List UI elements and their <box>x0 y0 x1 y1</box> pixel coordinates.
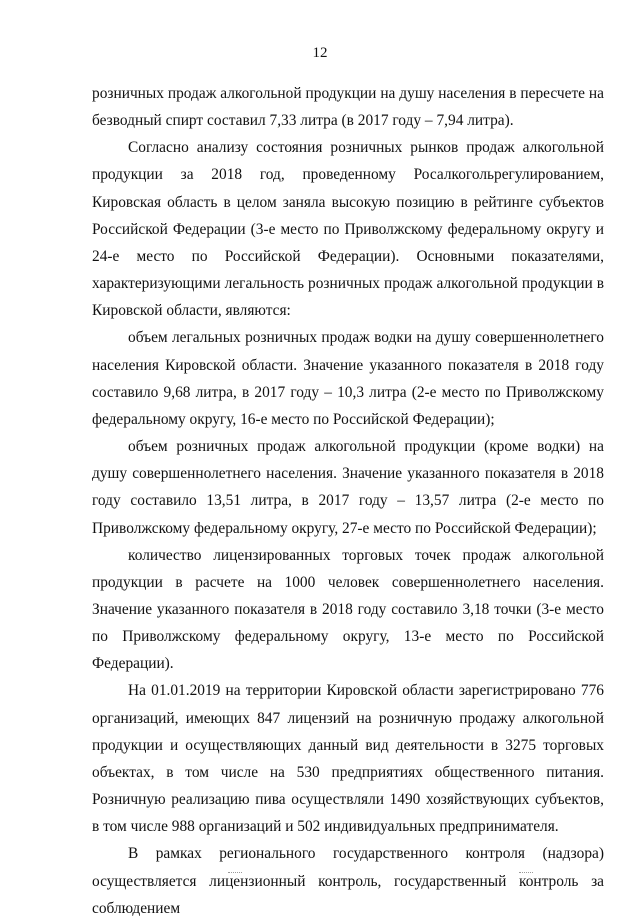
paragraph-registered-organizations: На 01.01.2019 на территории Кировской области зарегистрировано 776 организаций, имеющих 847 лицензий на розничную продажу алкогольной продукции и осуществляющих данный вид деятельности в 3275 торговых объектах, в том числе на 530 предприятиях общественного питания. Розничную реализацию пива осуществляли 1490 хозяйствующих субъектов, в том числе 988 организаций и 502 индивидуальных предпринимателя. <box>92 682 604 836</box>
paragraph-continuation: розничных продаж алкогольной продукции на душу населения в пересчете на безводный спирт составил 7,33 литра (в 2017 году – 7,94 литра). <box>92 85 604 130</box>
document-body <box>92 80 604 922</box>
scan-artifact-right <box>519 872 533 876</box>
paragraph-vodka-volume: объем легальных розничных продаж водки на душу совершеннолетнего населения Кировской области. Значение указанного показателя в 2018 году составило 9,68 литра, в 2017 году – 10,3 литра (2-е место по Приволжскому федеральному округу, 16-е место по Российской Федерации); <box>92 329 604 428</box>
paragraph-state-control: В рамках регионального государственного контроля (надзора) осуществляется лицензионный контроль, государственный контроль за соблюдением <box>92 845 604 917</box>
page-number: 12 <box>312 45 328 61</box>
paragraph-alcohol-volume: объем розничных продаж алкогольной продукции (кроме водки) на душу совершеннолетнего населения. Значение указанного показателя в 2018 году составило 13,51 литра, в 2017 году – 13,57 литра (2-е место по Приволжскому федеральному округу, 27-е место по Российской Федерации); <box>92 438 604 537</box>
paragraph-licensed-outlets: количество лицензированных торговых точек продаж алкогольной продукции в расчете на 1000 человек совершеннолетнего населения. Значение указанного показателя в 2018 году составило 3,18 точки (3-е место по Приволжскому федеральному округу, 13-е место по Российской Федерации). <box>92 546 604 673</box>
scan-artifact-left <box>228 872 242 876</box>
paragraph-rating-analysis: Согласно анализу состояния розничных рынков продаж алкогольной продукции за 2018 год, проведенному Росалкогольрегулированием, Кировская область в целом заняла высокую позицию в рейтинге субъектов Российской Федерации (3-е место по Приволжскому федеральному округу и 24-е место по Российской Федерации). Основными показателями, характеризующими легальность розничных продаж алкогольной продукции в Кировской области, являются: <box>92 139 604 320</box>
